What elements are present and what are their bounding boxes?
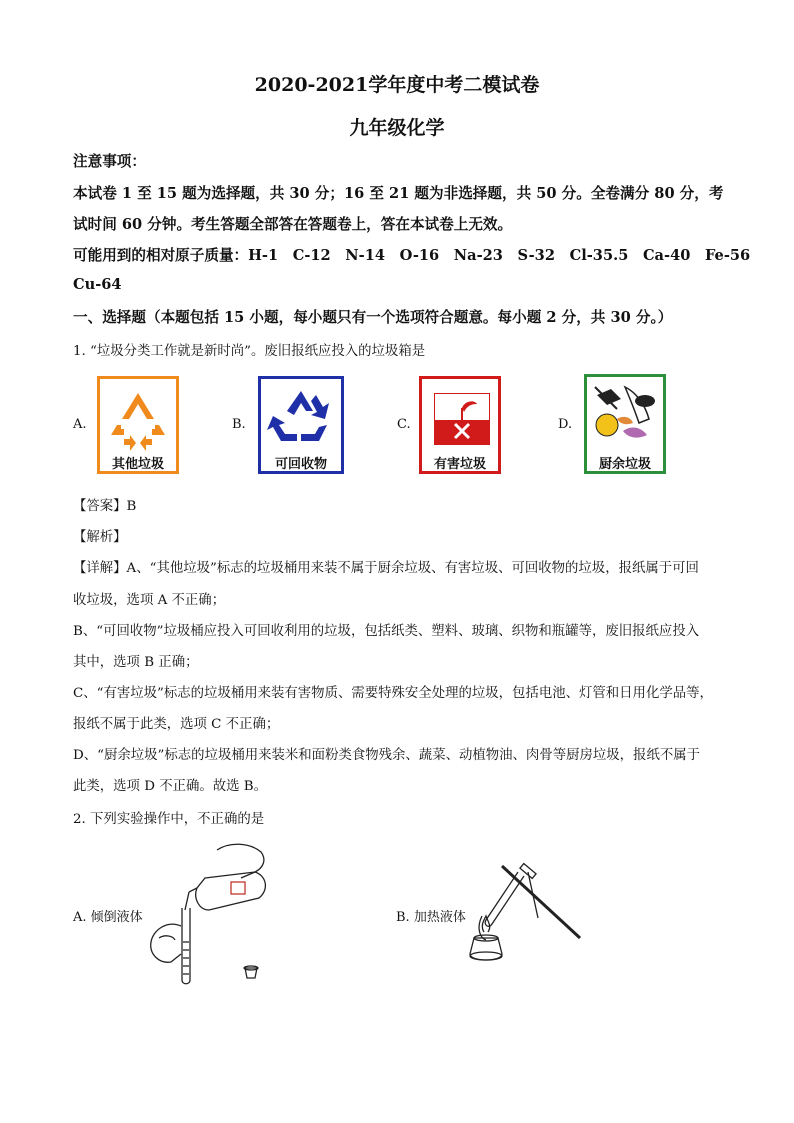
heating-liquid-illustration (446, 858, 586, 968)
recyclable-caption: 可回收物 (274, 457, 327, 472)
q1-stem: 1. “垃圾分类工作就是新时尚”。废旧报纸应投入的垃圾箱是 (73, 344, 426, 359)
hazard-box-icon (434, 393, 490, 445)
q1-answer: 【答案】B (73, 499, 137, 514)
section-1-heading: 一、选择题（本题包括 15 小题，每小题只有一个选项符合题意。每小题 2 分，共 30 分。） (73, 309, 673, 326)
q2-stem: 2. 下列实验操作中，不正确的是 (73, 812, 265, 827)
exam-title: 2020-2021学年度中考二模试卷 (254, 74, 540, 96)
atomic-mass-line-1: 可能用到的相对原子质量：H-1 C-12 N-14 O-16 Na-23 S-32 Cl-35.5 Ca-40 Fe-56 (73, 247, 751, 264)
food-scraps-icon (587, 379, 663, 449)
atomic-mass-line-2: Cu-64 (73, 276, 122, 293)
q1-detail-line-6: 报纸不属于此类，选项 C 不正确； (73, 717, 280, 732)
q1-detail-line-5: C、“有害垃圾”标志的垃圾桶用来装有害物质、需要特殊安全处理的垃圾，包括电池、灯管和日用化学品等， (73, 686, 713, 701)
q1-option-a-letter: A. (73, 417, 87, 432)
q2-option-b-label: B. 加热液体 (396, 910, 466, 925)
recyclable-bin-icon (258, 376, 344, 474)
q2-option-a-label: A. 倾倒液体 (73, 910, 143, 925)
notice-heading: 注意事项： (73, 153, 146, 170)
other-waste-recycle-icon (100, 385, 176, 455)
other-waste-caption: 其他垃圾 (111, 457, 164, 472)
q1-detail-line-7: D、“厨余垃圾”标志的垃圾桶用来装米和面粉类食物残余、蔬菜、动植物油、肉骨等厨房垃圾，报纸不属于 (73, 748, 701, 763)
kitchen-waste-caption: 厨余垃圾 (598, 457, 651, 472)
q1-option-d-letter: D. (558, 417, 573, 432)
hazardous-caption: 有害垃圾 (433, 457, 486, 472)
notice-line-2: 试时间 60 分钟。考生答题全部答在答题卷上，答在本试卷上无效。 (73, 216, 513, 233)
q1-detail-line-2: 收垃圾，选项 A 不正确； (73, 593, 226, 608)
hazardous-waste-bin-icon (419, 376, 501, 474)
q1-option-c-letter: C. (397, 417, 411, 432)
recycle-arrows-icon (261, 383, 341, 453)
q1-detail-line-4: 其中，选项 B 正确； (73, 655, 199, 670)
notice-line-1: 本试卷 1 至 15 题为选择题，共 30 分；16 至 21 题为非选择题，共 50 分。全卷满分 80 分，考 (73, 185, 724, 202)
other-waste-bin-icon (97, 376, 179, 474)
q1-option-b-letter: B. (232, 417, 246, 432)
q1-analysis-label: 【解析】 (73, 530, 127, 545)
pouring-liquid-illustration (145, 838, 275, 988)
q1-detail-line-1: 【详解】A、“其他垃圾”标志的垃圾桶用来装不属于厨余垃圾、有害垃圾、可回收物的垃圾，报纸属于可回 (73, 561, 699, 576)
kitchen-waste-bin-icon (584, 374, 666, 474)
q1-detail-line-3: B、“可回收物”垃圾桶应投入可回收利用的垃圾，包括纸类、塑料、玻璃、织物和瓶罐等，废旧报纸应投入 (73, 624, 700, 639)
exam-subtitle: 九年级化学 (349, 117, 445, 139)
q1-detail-line-8: 此类，选项 D 不正确。故选 B。 (73, 779, 268, 794)
